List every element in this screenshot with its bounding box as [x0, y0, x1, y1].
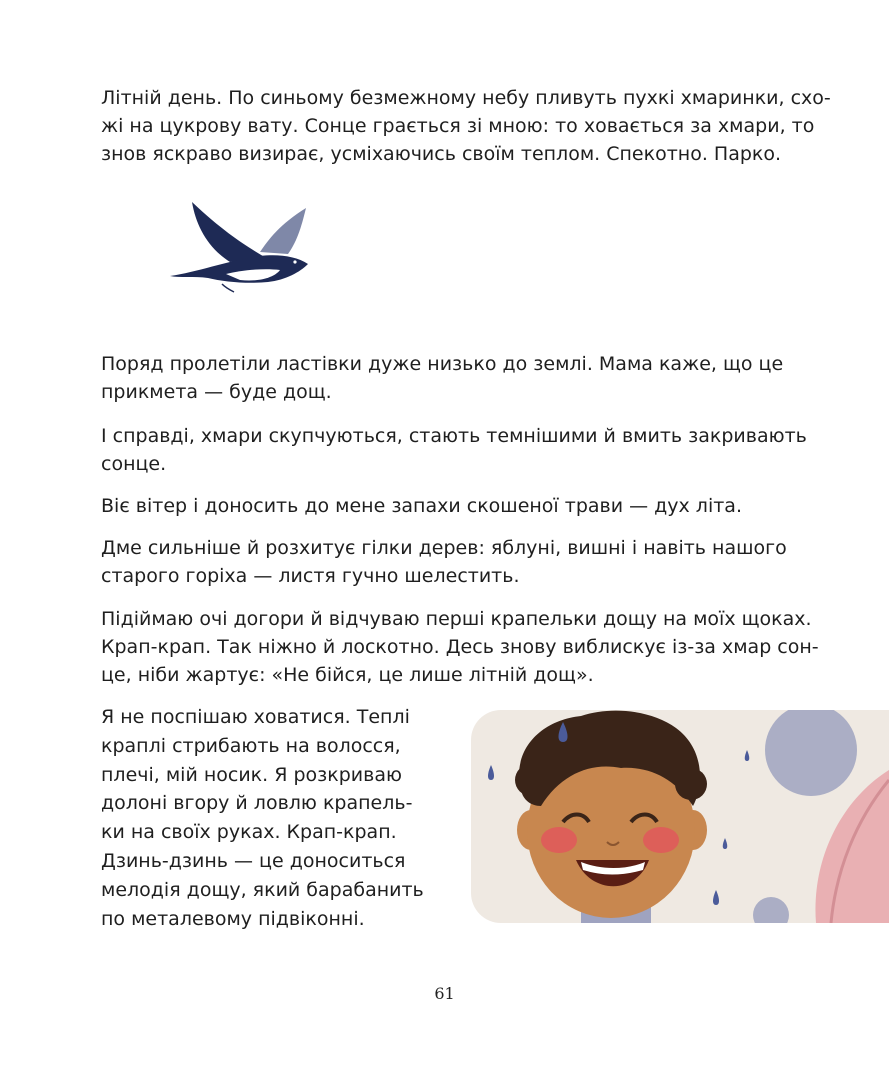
text-line: сонце.: [101, 453, 167, 475]
text-line: Дме сильніше й розхитує гілки дерев: яблуні, вишні і навіть нашого: [101, 537, 787, 559]
text-line: прикмета — буде дощ.: [101, 381, 332, 403]
text-line: мелодія дощу, який барабанить: [101, 878, 424, 901]
text-line: краплі стрибають на волосся,: [101, 734, 401, 757]
paragraph-swallows: [101, 350, 791, 406]
text-line: це, ніби жартує: «Не бійся, це лише літній дощ».: [101, 664, 594, 686]
boy-in-rain-illustration: [471, 710, 889, 923]
text-line: старого горіха — листя гучно шелестить.: [101, 565, 520, 587]
text-line: плечі, мій носик. Я розкриваю: [101, 763, 402, 786]
text-line: Віє вітер і доносить до мене запахи скошеної трави — дух літа.: [101, 495, 742, 517]
paragraph-clouds: [101, 422, 807, 478]
paragraph-trees: [101, 534, 791, 590]
text-line: жі на цукрову вату. Сонце грається зі мною: то ховається за хмари, то: [101, 115, 815, 137]
text-line: Дзинь-дзинь — це доноситься: [101, 849, 406, 872]
text-line: знов яскраво визирає, усміхаючись своїм теплом. Спекотно. Парко.: [101, 143, 782, 165]
text-line: долоні вгору й ловлю крапель-: [101, 792, 413, 815]
text-line: Літній день. По синьому безмежному небу пливуть пухкі хмаринки, схо-: [101, 87, 831, 109]
text-line: ки на своїх руках. Крап-крап.: [101, 821, 397, 844]
text-line: Я не поспішаю ховатися. Теплі: [101, 706, 410, 728]
paragraph-rain-melody: [101, 703, 424, 933]
swallow-illustration: [168, 200, 316, 296]
paragraph-raindrops: [101, 605, 819, 689]
text-line: Підіймаю очі догори й відчуваю перші крапельки дощу на моїх щоках.: [101, 608, 812, 630]
page-number: 61: [434, 984, 455, 1003]
text-line: Крап-крап. Так ніжно й лоскотно. Десь знову виблискує із-за хмар сон-: [101, 636, 819, 658]
text-line: по металевому підвіконні.: [101, 907, 365, 930]
paragraph-summer-day: [101, 84, 831, 168]
text-line: І справді, хмари скупчуються, стають темнішими й вмить закривають: [101, 425, 807, 447]
paragraph-wind: [101, 492, 791, 520]
text-line: Поряд пролетіли ластівки дуже низько до землі. Мама каже, що це: [101, 353, 784, 375]
